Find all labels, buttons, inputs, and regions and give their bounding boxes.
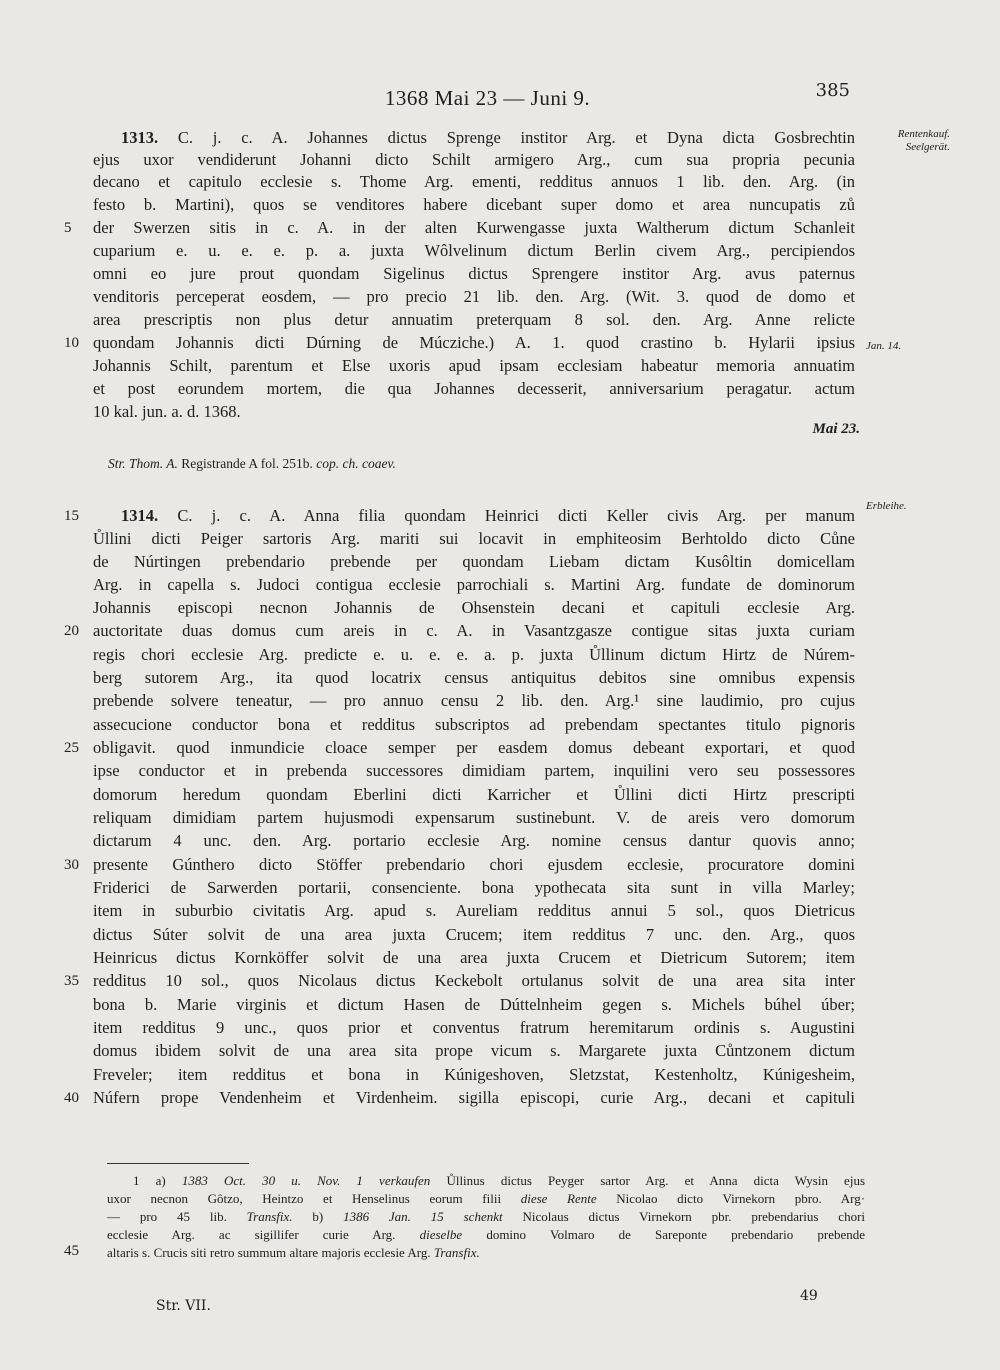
footnote-line-2: uxor necnon Gôtzo, Heintzo et Henselinus eorum filii diese Rente Nicolao dicto Virnekorn pbro. Arg· [107, 1191, 866, 1206]
entry-1314-line-6: auctoritate duas domus cum areis in c. A. in Vasantzgasze contigue sitas juxta curiam [93, 621, 855, 640]
entry-1313-line-5: der Swerzen sitis in c. A. in der alten Kurwengasse juxta Waltherum dictum Schanleit [93, 218, 855, 237]
entry-1314-line-14: reliquam dimidiam partem hujusmodi expensarum sustinebunt. V. de areis vero domorum [93, 808, 855, 827]
source-reference [108, 456, 396, 472]
entry-1314-line-4: Arg. in capella s. Judoci contigua ecclesie parrochiali s. Martini Arg. fundate de dominorum [93, 575, 855, 594]
footnote-line-1: 1 a) 1383 Oct. 30 u. Nov. 1 verkaufen Ůllinus dictus Peyger sartor Arg. et Anna dicta Wysin ejus [133, 1173, 866, 1188]
entry-1314-line-25: Freveler; item redditus et bona in Kúnigeshoven, Sletzstat, Kestenholtz, Kúnigesheim, [93, 1065, 855, 1084]
entry-1314-line-8: berg sutorem Arg., ita quod locatrix census antiquitus debitos sine omnibus expensis [93, 668, 855, 687]
entry-1314-line-9: prebende solvere teneatur, — pro annuo censu 2 lib. den. Arg.¹ sine laudimio, pro cujus [93, 691, 855, 710]
line-number: 45 [64, 1243, 79, 1259]
entry-1314-line-5: Johannis episcopi necnon Johannis de Ohsenstein decani et capituli ecclesie Arg. [93, 598, 855, 617]
margin-note-seelgeraet: Seelgerät. [905, 141, 950, 153]
entry-1313-line-9: area prescriptis non plus detur annuatim preterquam 8 sol. den. Arg. Anne relicte [93, 310, 855, 329]
entry-1314-line-19: dictus Súter solvit de una area juxta Crucem; item redditus 7 unc. den. Arg., quos [93, 925, 855, 944]
page-number: 385 [815, 80, 850, 101]
entry-1314-line-15: dictarum 4 unc. den. Arg. portario ecclesie Arg. nomine census dantur quovis anno; [93, 831, 855, 850]
footnote-line-4: ecclesie Arg. ac sigillifer curie Arg. dieselbe domino Volmaro de Sareponte prebendario prebende [107, 1227, 866, 1242]
footnote-divider [107, 1163, 249, 1164]
entry-1313-line-2: ejus uxor vendiderunt Johanni dicto Schilt armigero Arg., cum sua propria pecunia [93, 150, 855, 169]
entry-number: 1313. [121, 128, 159, 147]
entry-1313-line-13: 10 kal. jun. a. d. 1368. [93, 402, 241, 421]
margin-note-rentenkauf: Rentenkauf. [897, 128, 950, 140]
entry-1314-line-26: Núfern prope Vendenheim et Virdenheim. sigilla episcopi, curie Arg., decani et capituli [93, 1088, 855, 1107]
entry-1314-line-11: obligavit. quod inmundicie cloace semper per easdem domus debeant exportari, et quod [93, 738, 855, 757]
page-header-title: 1368 Mai 23 — Juni 9. [384, 86, 591, 110]
entry-1314-line-18: item in suburbio civitatis Arg. apud s. Aureliam redditus annui 5 sol., quos Dietricus [93, 901, 855, 920]
line-number: 20 [64, 623, 79, 639]
entry-1314-line-12: ipse conductor et in prebenda successores dimidiam partem, inquilini vero seu possessores [93, 761, 855, 780]
line-number: 30 [64, 857, 79, 873]
entry-1314-line-2: Ůllini dicti Peiger sartoris Arg. mariti sui locavit in emphiteosim Berhtoldo dicto Cůne [93, 529, 855, 548]
entry-1313-line-4: festo b. Martini), quos se venditores habere dicebant super domo et area nuncupatis zů [93, 195, 855, 214]
footnote-line-3: — pro 45 lib. Transfix. b) 1386 Jan. 15 schenkt Nicolaus dictus Virnekorn pbr. prebendarius chori [107, 1209, 866, 1224]
source-main: Registrande A fol. 251b. [181, 456, 313, 471]
entry-1313-line-8: venditoris perceperat eosdem, — pro precio 21 lib. den. Arg. (Wit. 3. quod de domo et [93, 287, 855, 306]
entry-1314-line-22: bona b. Marie virginis et dictum Hasen de Dúttelnheim gegen s. Michels búhel úber; [93, 995, 855, 1014]
line-number: 10 [64, 335, 79, 351]
entry-1314-line-21: redditus 10 sol., quos Nicolaus dictus Keckebolt ortulanus solvit de una area sita inter [93, 971, 855, 990]
entry-1314-line-1: 1314. C. j. c. A. Anna filia quondam Heinrici dicti Keller civis Arg. per manum [121, 506, 856, 525]
source-suffix: cop. ch. coaev. [316, 456, 396, 471]
entry-1313-line-7: omni eo jure prout quondam Sigelinus dictus Sprengere institor Arg. avus paternus [93, 264, 855, 283]
entry-1313-line-11: Johannis Schilt, parentum et Else uxoris apud ipsam ecclesiam habeatur memoria annuatim [93, 356, 855, 375]
entry-1314-line-13: domorum heredum quondam Eberlini dicti Karricher et Ůllini dicti Hirtz prescripti [93, 785, 855, 804]
line-number: 35 [64, 973, 79, 989]
sheet-number: 49 [800, 1288, 818, 1304]
entry-1314-line-7: regis chori ecclesie Arg. predicte e. u. e. e. a. p. juxta Ůllinum dictum Hirtz de Núrem- [93, 645, 855, 664]
entry-number: 1314. [121, 506, 159, 525]
line-number: 15 [64, 508, 79, 524]
line-number: 40 [64, 1090, 79, 1106]
entry-1313-line-1: 1313. C. j. c. A. Johannes dictus Sprenge institor Arg. et Dyna dicta Gosbrechtin [121, 128, 856, 147]
entry-1313-line-12: et post eorundem mortem, die qua Johannes decesserit, anniversarium peragatur. actum [93, 379, 855, 398]
signature-mark: Str. VII. [156, 1298, 211, 1314]
entry-1314-line-3: de Núrtingen prebendario prebende per quondam Liebam dictam Kusôltin domicellam [93, 552, 855, 571]
line-number: 5 [64, 220, 72, 236]
entry-1314-line-20: Heinricus dictus Kornköffer solvit de una area juxta Crucem et Dietricum Sutorem; item [93, 948, 855, 967]
entry-1314-line-17: Friderici de Sarwerden portarii, consenciente. bona ypothecata sita sunt in villa Marley; [93, 878, 855, 897]
margin-note-erbleihe: Erbleihe. [866, 500, 907, 512]
entry-1314-line-10: assecucione conductor bona et redditus subscriptos ad prebendam spectantes titulo pignoris [93, 715, 855, 734]
footnote-line-5: altaris s. Crucis siti retro summum altare majoris ecclesie Arg. Transfix. [107, 1245, 480, 1260]
line-number: 25 [64, 740, 79, 756]
entry-1313-line-3: decano et capitulo ecclesie s. Thome Arg. ementi, redditus annuos 1 lib. den. Arg. (in [93, 172, 855, 191]
date-note-mai-23: Mai 23. [812, 421, 860, 437]
entry-1313-line-6: cuparium e. u. e. e. p. a. juxta Wôlvelinum dictum Berlin civem Arg., percipiendos [93, 241, 855, 260]
entry-1314-line-24: domus ibidem solvit de una area sita prope vicum s. Margarete juxta Cůntzonem dictum [93, 1041, 855, 1060]
margin-note-date: Jan. 14. [866, 340, 902, 352]
entry-1314-line-23: item redditus 9 unc., quos prior et conventus fratrum heremitarum ordinis s. Augustini [93, 1018, 855, 1037]
entry-1314-line-16: presente Gúnthero dicto Stöffer prebendario chori ejusdem ecclesie, procuratore domini [93, 855, 855, 874]
entry-1313-line-10: quondam Johannis dicti Dúrning de Múcziche.) A. 1. quod crastino b. Hylarii ipsius [93, 333, 855, 352]
source-prefix: Str. Thom. A. [108, 456, 178, 471]
